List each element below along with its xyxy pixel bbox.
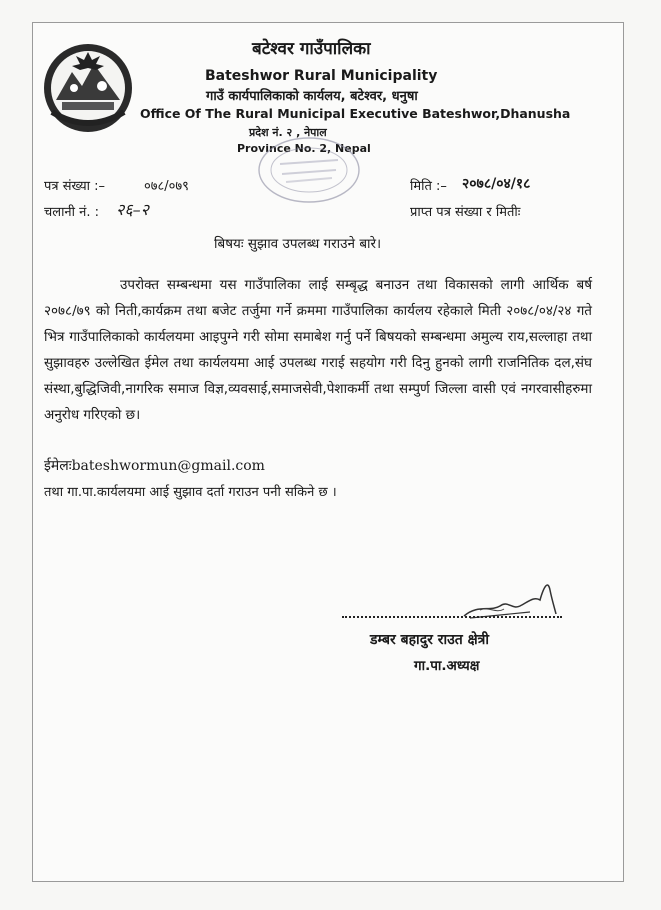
province-nepali: प्रदेश नं. २ , नेपाल [249, 126, 327, 139]
contact-email: ईमेलःbateshwormun@gmail.com [44, 458, 265, 474]
province-english: Province No. 2, Nepal [237, 142, 371, 155]
letter-body [44, 272, 592, 428]
date-label: मिति :– [410, 179, 447, 194]
municipality-name-nepali: बटेश्वर गाउँपालिका [252, 39, 371, 59]
signatory-title: गा.पा.अध्यक्ष [414, 658, 480, 674]
received-letter-label: प्राप्त पत्र संख्या र मितीः [410, 205, 521, 220]
office-note: तथा गा.पा.कार्यलयमा आई सुझाव दर्ता गराउन पनी सकिने छ । [44, 485, 337, 500]
letter-number-label: पत्र संख्या :– [44, 179, 106, 194]
signatory-name: डम्बर बहादुर राउत क्षेत्री [370, 632, 489, 648]
office-name-nepali: गाउँ कार्यपालिकाको कार्यलय, बटेश्वर, धनुषा [206, 89, 418, 104]
office-name-english: Office Of The Rural Municipal Executive Bateshwor,Dhanusha [140, 106, 571, 121]
letter-number-value: ०७८/०७९ [144, 179, 189, 194]
municipality-emblem-logo [42, 42, 134, 134]
handwritten-signature [460, 576, 560, 626]
municipality-name-english: Bateshwor Rural Municipality [205, 68, 438, 84]
dispatch-number-label: चलानी नं. : [44, 205, 100, 220]
date-value: २०७८/०४/१८ [462, 176, 531, 192]
letter-subject: बिषयः सुझाव उपलब्ध गराउने बारे। [214, 236, 382, 252]
body-paragraph: उपरोक्त सम्बन्धमा यस गाउँपालिका लाई सम्बृद्ध बनाउन तथा विकासको लागी आर्थिक बर्ष २०७८/७९ को निती,कार्यक्रम तथा बजेट तर्जुमा गर्ने क्रममा गाउँपालिका कार्यलय रहेकाले मिती २०७८/०४/२४ गते भित्र गाउँपालिकाको कार्यलयमा आइपुग्ने गरी सोमा समाबेश गर्नु पर्ने बिषयको सम्बन्धमा अमुल्य राय,सल्लाहा तथा सुझावहरु उल्लेखित ईमेल तथा कार्यलयमा आई उपलब्ध गराई सहयोग गरी दिनु हुनको लागी राजनितिक दल,संघ संस्था,बुद्धिजिवी,नागरिक समाज विज्ञ,व्यवसाई,समाजसेवी,पेशाकर्मी तथा सम्पुर्ण जिल्ला वासी एवं नगरवासीहरुमा अनुरोध गरिएको छ। [44, 277, 592, 423]
signature-line [342, 616, 562, 618]
dispatch-number-value: २६–२ [116, 200, 149, 219]
office-stamp [250, 130, 368, 210]
